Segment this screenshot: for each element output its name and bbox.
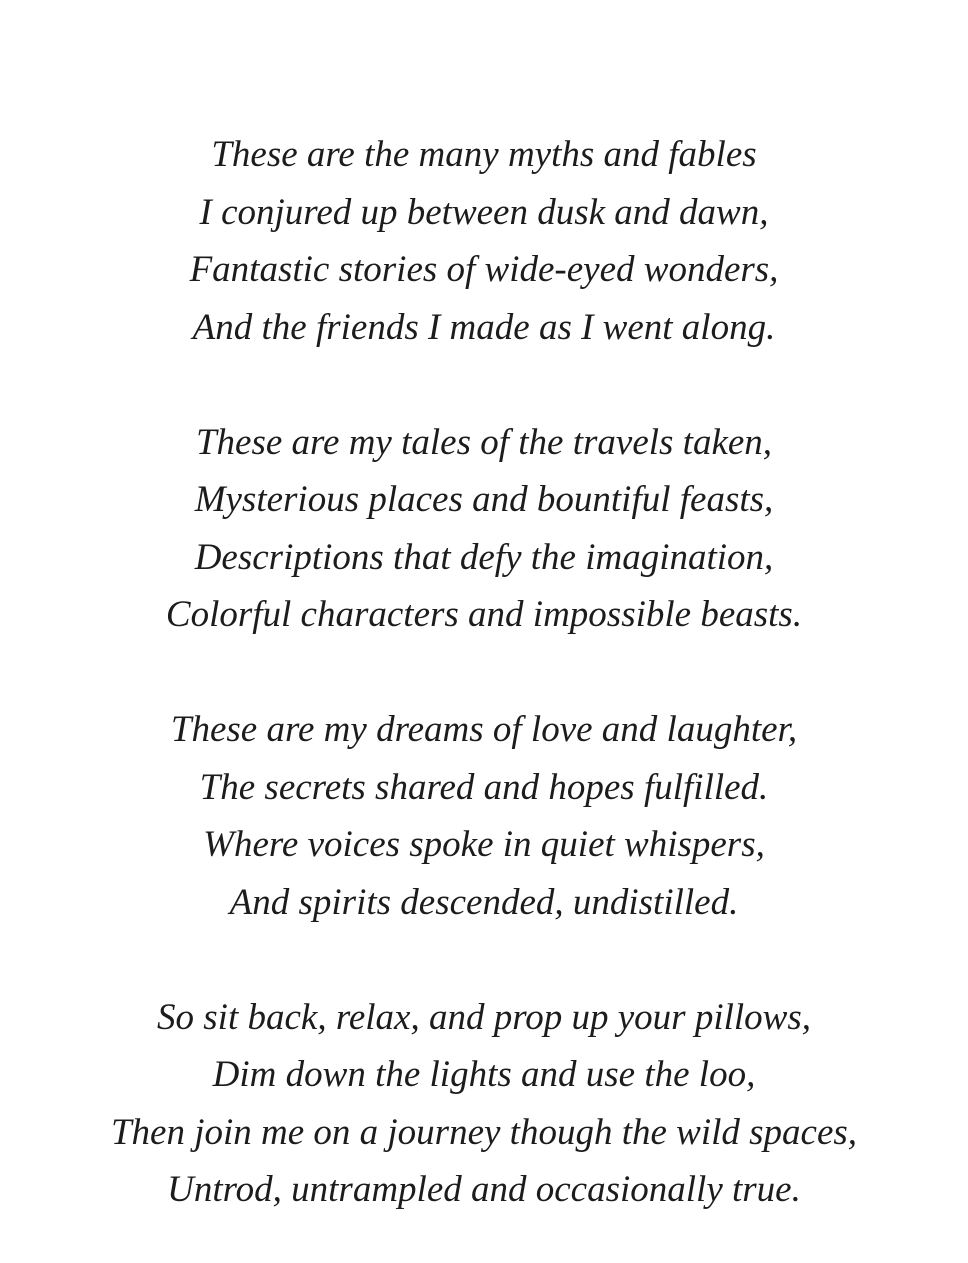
poem-line: These are the many myths and fables [211,134,757,175]
poem-line: Fantastic stories of wide-eyed wonders, [189,249,779,290]
poem-line: And spirits descended, undistilled. [229,881,739,923]
poem-line: Untrod, untrampled and occasionally true. [167,1169,801,1210]
poem-line: Colorful characters and impossible beasts. [165,594,803,635]
poem-line: So sit back, relax, and prop up your pillows, [157,996,811,1038]
poem [0,126,968,1219]
poem-line: The secrets shared and hopes fulfilled. [199,766,769,808]
poem-line: Then join me on a journey though the wild spaces, [110,1111,858,1153]
poem-line: Descriptions that defy the imagination, [194,536,774,578]
poem-line: These are my dreams of love and laughter, [170,709,798,750]
poem-line: Mysterious places and bountiful feasts, [194,479,774,520]
poem-line: These are my tales of the travels taken, [195,421,773,463]
poem-line: Dim down the lights and use the loo, [212,1054,756,1095]
poem-line: And the friends I made as I went along. [192,306,776,348]
poem-line: Where voices spoke in quiet whispers, [203,824,765,865]
poem-line: I conjured up between dusk and dawn, [199,191,769,233]
stanza-3 [0,701,968,931]
stanza-4 [0,989,968,1219]
stanza-1 [0,126,968,356]
stanza-2 [0,414,968,644]
